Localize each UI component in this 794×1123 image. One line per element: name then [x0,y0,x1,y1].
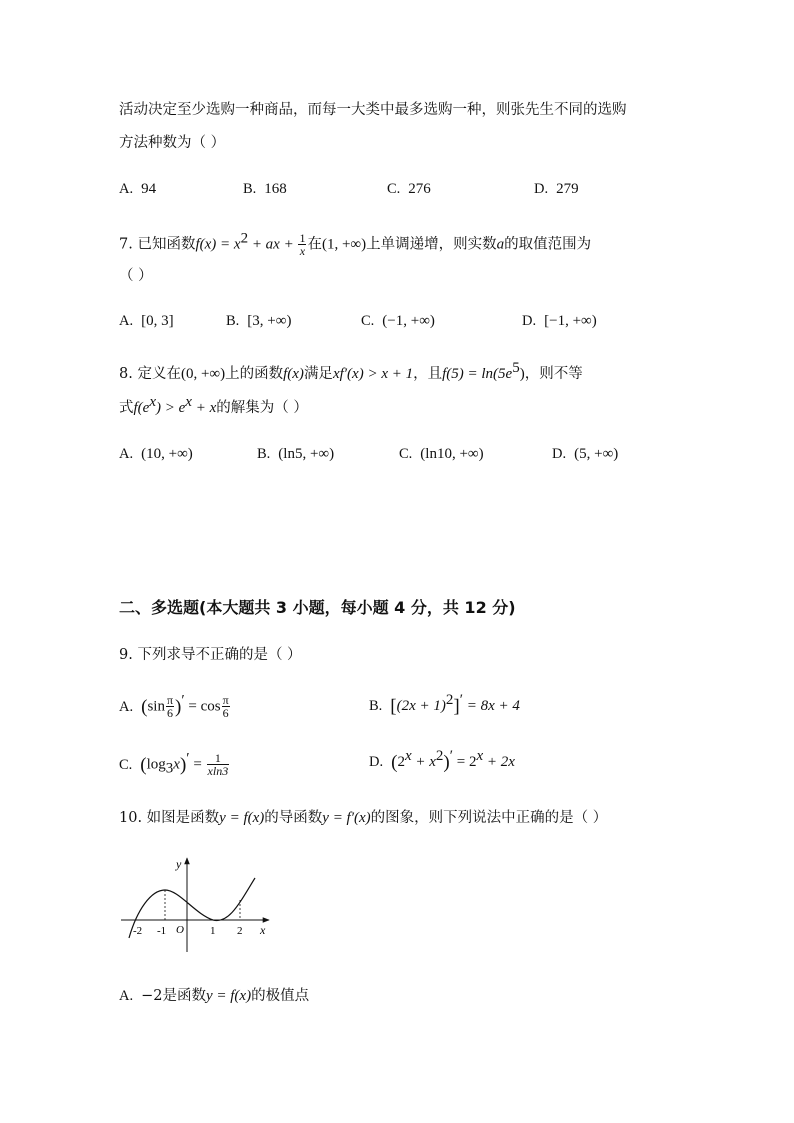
q8-option-b[interactable]: B. (ln5, +∞) [257,446,335,462]
q6-option-d[interactable]: D. 279 [534,181,579,197]
q10-stem: 10. 如图是函数y = f(x)的导函数y = f′(x)的图象，则下列说法中正确的是（ ） [119,810,608,826]
y-axis-label: y [176,857,182,871]
tick-1: 1 [210,925,216,937]
q7-option-d[interactable]: D. [−1, +∞) [522,313,597,329]
x-axis-label: x [260,923,266,937]
q9-option-a[interactable]: A. (sin $\frac{\pi}{6}$ )′ = cos $\frac{\pi}{6}$ [119,692,229,720]
section-heading: 二、多选题(本大题共 3 小题，每小题 4 分，共 12 分) [119,598,516,617]
tick-minus-2: -2 [133,925,143,937]
tick-minus-1: -1 [157,925,167,937]
q9-stem: 9. 下列求导不正确的是（ ） [119,647,302,663]
q9-option-b[interactable]: B. $[(2x + 1)^2]' = 8x + 4$ [369,692,520,717]
q6-option-c[interactable]: C. 276 [387,181,431,197]
q8-stem-line2: 式$f(e^x) > e^x + x$的解集为（ ） [119,394,308,416]
q7-answer-blank: （ ） [119,268,153,284]
q8-option-a[interactable]: A. (10, +∞) [119,446,193,462]
q7-option-a[interactable]: A. [0, 3] [119,313,174,329]
q8-option-d[interactable]: D. (5, +∞) [552,446,619,462]
tick-2: 2 [237,925,243,937]
q7-option-b[interactable]: B. [3, +∞) [226,313,292,329]
derivative-graph [115,852,285,957]
q7-option-c[interactable]: C. (−1, +∞) [361,313,435,329]
q8-option-c[interactable]: C. (ln10, +∞) [399,446,484,462]
q6-option-b[interactable]: B. 168 [243,181,287,197]
q6-text-line2: 方法种数为（ ） [119,135,226,151]
q6-text-line1: 活动决定至少选购一种商品，而每一大类中最多选购一种，则张先生不同的选购 [119,102,627,118]
origin-label: O [176,924,184,936]
q7-fraction: $\frac{1}{x}$ [299,231,306,258]
q7-stem: 7. 已知函数$f(x) = x^2$ + ax + $\frac{1}{x}$ 在(1, +∞)上单调递增，则实数a的取值范围为 [119,230,592,258]
q8-stem-line1: 8. 定义在(0, +∞)上的函数f(x)满足xf′(x) > x + 1，且$f(5) = \ln(5e^5)$，则不等 [119,360,583,382]
q9-option-c[interactable]: C. $(\log_3x)'$ = $\frac{1}{xln3}$ [119,750,229,778]
q6-option-a[interactable]: A. 94 [119,181,157,197]
q9-option-d[interactable]: D. $(2^x + x^2)' = 2^x + 2x$ [369,748,515,773]
q10-option-a[interactable]: A. −2是函数y = f(x)的极值点 [119,988,310,1004]
